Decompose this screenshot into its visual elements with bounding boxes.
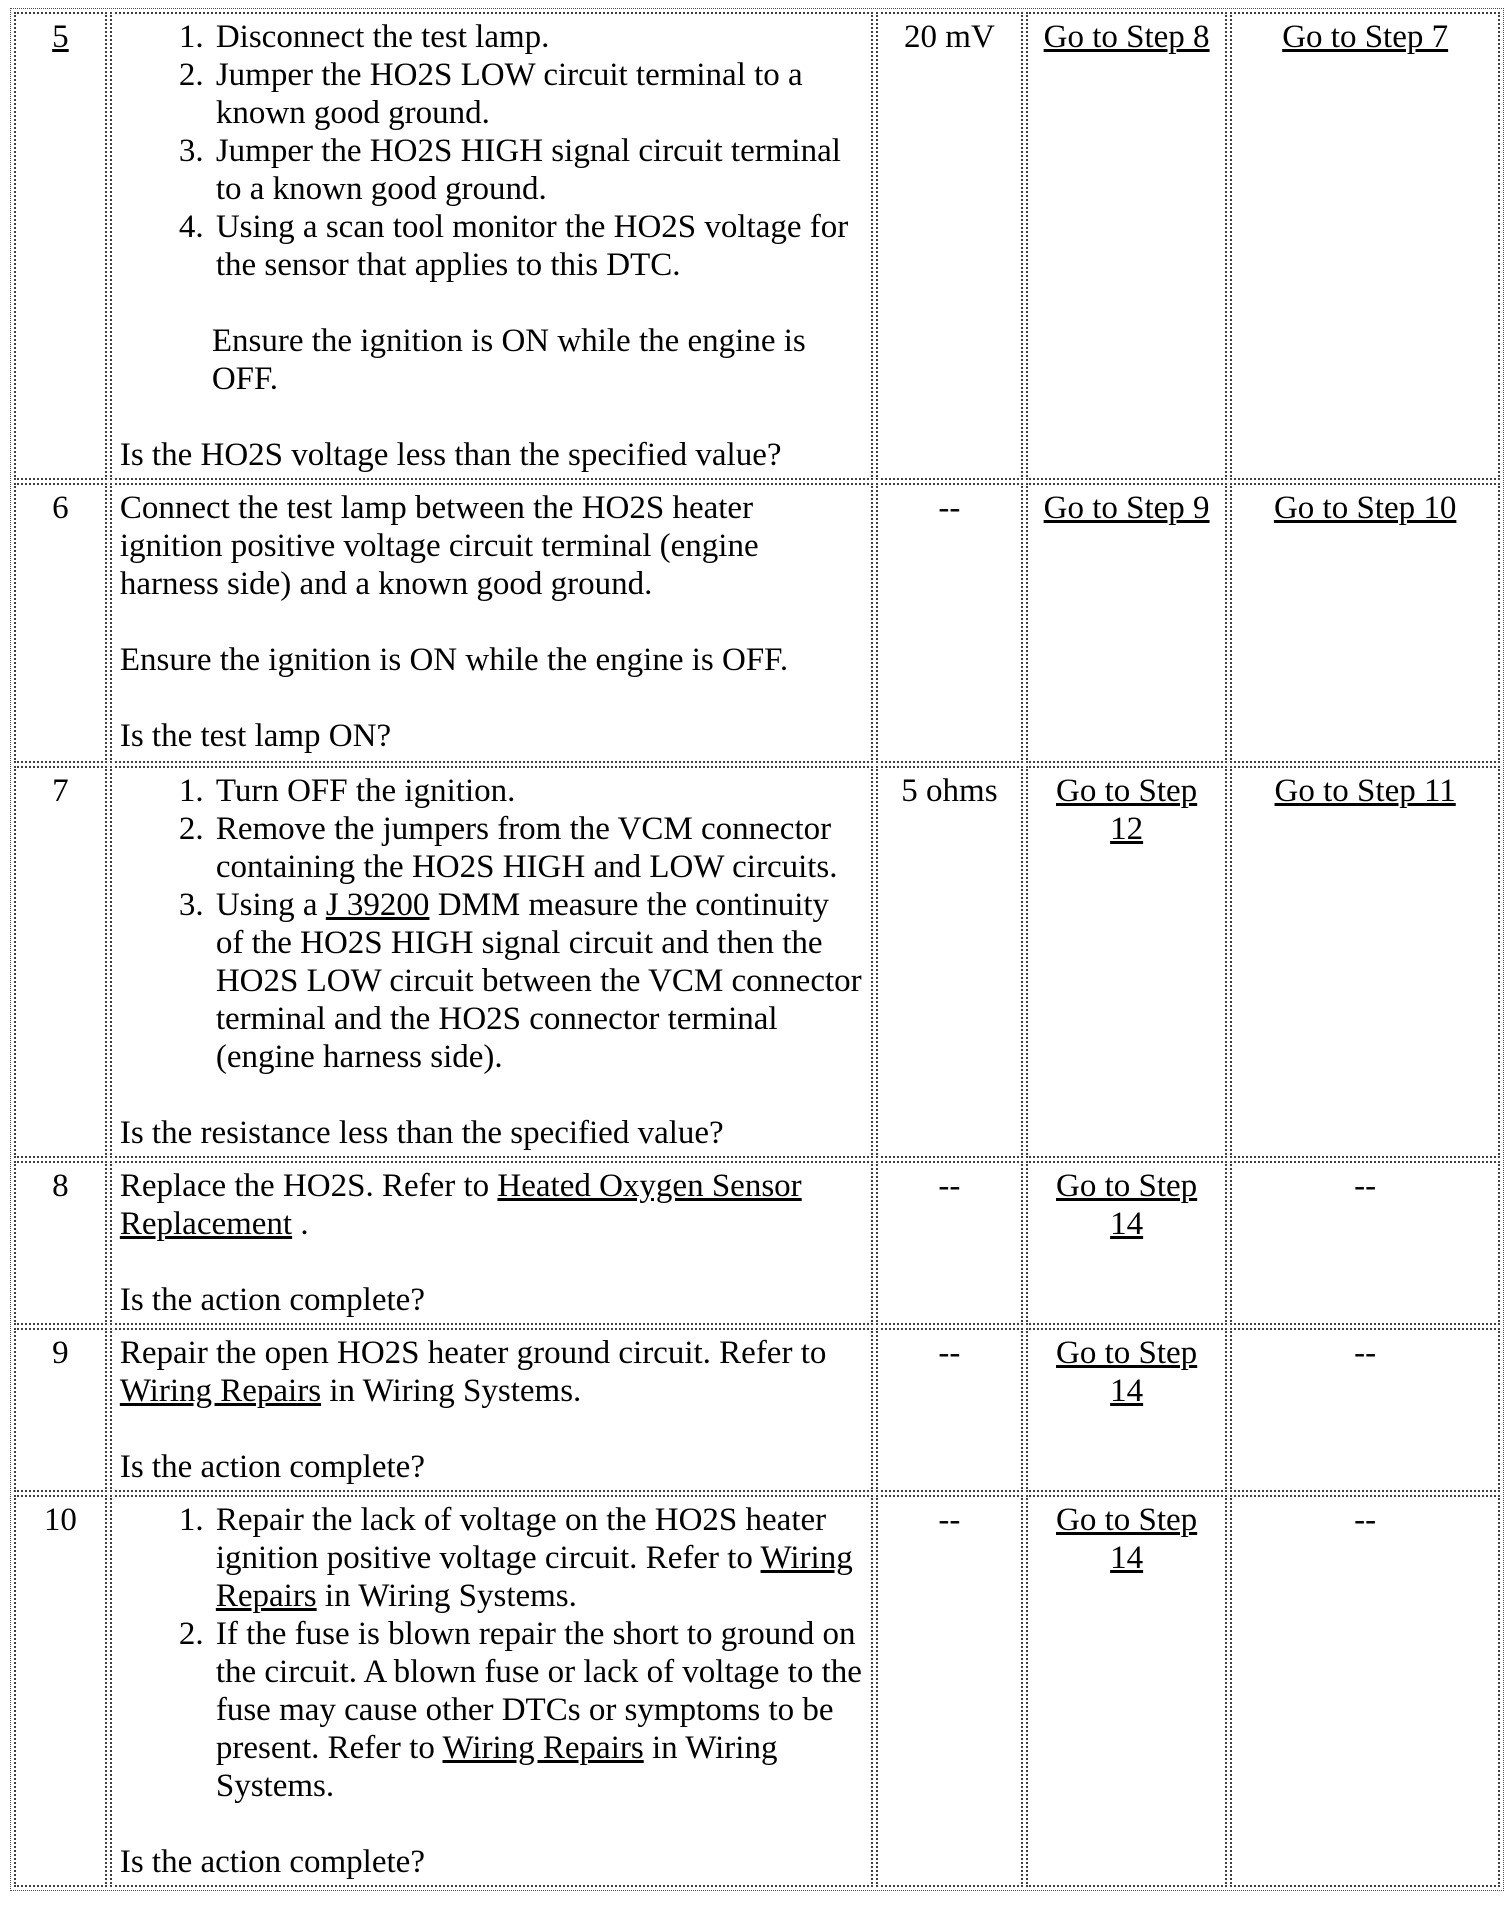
action-cell	[110, 12, 873, 480]
doc-link[interactable]: Wiring Repairs	[215, 1540, 853, 1614]
no-action-text: --	[1354, 1168, 1377, 1204]
text-segment: Jumper the HO2S LOW circuit terminal to a known good ground.	[215, 57, 803, 131]
action-list-item	[212, 56, 863, 132]
doc-link[interactable]: Wiring Repairs	[119, 1373, 322, 1409]
value-text: --	[938, 1335, 961, 1371]
no-cell	[1230, 766, 1500, 1158]
no-cell	[1230, 1161, 1500, 1325]
step-number: 6	[52, 490, 69, 526]
no-action-text: --	[1354, 1335, 1377, 1371]
text-segment: Ensure the ignition is ON while the engine is OFF.	[211, 323, 806, 397]
table-row	[14, 1161, 1500, 1325]
step-cell	[14, 1495, 107, 1887]
step-cell	[14, 1161, 107, 1325]
action-list-item	[212, 1615, 863, 1805]
text-segment: If the fuse is blown repair the short to ground on the circuit. A blown fuse or lack of voltage to the fuse may cause other DTCs or symptoms to be present. Refer to	[215, 1616, 862, 1766]
table-row	[14, 483, 1500, 763]
text-segment: in Wiring Systems.	[215, 1730, 778, 1804]
diagnostic-table-body	[14, 12, 1500, 1887]
yes-cell	[1026, 12, 1227, 480]
text-segment: Repair the open HO2S heater ground circuit. Refer to	[119, 1335, 827, 1371]
text-segment: Connect the test lamp between the HO2S heater ignition positive voltage circuit terminal (engine harness side) and a known good ground.	[119, 490, 759, 602]
step-cell	[14, 12, 107, 480]
step-number: 8	[52, 1168, 69, 1204]
action-paragraph	[120, 1167, 863, 1243]
text-segment: Ensure the ignition is ON while the engine is OFF.	[119, 642, 789, 678]
action-cell	[110, 1161, 873, 1325]
action-question: Is the action complete?	[119, 1844, 425, 1880]
go-to-step-link[interactable]: Go to Step 9	[1043, 490, 1210, 526]
action-question: Is the action complete?	[119, 1282, 425, 1318]
text-segment: Jumper the HO2S HIGH signal circuit terminal to a known good ground.	[215, 133, 841, 207]
step-cell	[14, 483, 107, 763]
value-cell	[876, 1495, 1023, 1887]
go-to-step-link[interactable]: Go to Step 10	[1273, 490, 1457, 526]
action-cell	[110, 483, 873, 763]
text-segment: Repair the lack of voltage on the HO2S heater ignition positive voltage circuit. Refer to	[215, 1502, 827, 1576]
text-segment: Replace the HO2S. Refer to	[119, 1168, 498, 1204]
value-cell	[876, 483, 1023, 763]
value-text: --	[938, 1168, 961, 1204]
text-segment: Using a	[215, 887, 326, 923]
action-list-item	[212, 18, 863, 56]
value-text: 20 mV	[904, 19, 995, 55]
yes-cell	[1026, 1495, 1227, 1887]
text-segment: in Wiring Systems.	[321, 1373, 582, 1409]
go-to-step-link[interactable]: Go to Step 14	[1056, 1502, 1198, 1576]
action-question: Is the action complete?	[119, 1449, 425, 1485]
action-question: Is the resistance less than the specified value?	[119, 1115, 724, 1151]
step-number: 9	[52, 1335, 69, 1371]
yes-cell	[1026, 483, 1227, 763]
table-row	[14, 1328, 1500, 1492]
value-text: --	[938, 1502, 961, 1538]
action-question: Is the test lamp ON?	[119, 718, 392, 754]
doc-link[interactable]: Heated Oxygen Sensor Replacement	[119, 1168, 802, 1242]
action-cell	[110, 1328, 873, 1492]
action-paragraph	[120, 1334, 863, 1410]
action-list	[120, 18, 863, 284]
no-cell	[1230, 1328, 1500, 1492]
action-list	[120, 1501, 863, 1805]
action-list-item	[212, 772, 863, 810]
text-segment: in Wiring Systems.	[316, 1578, 577, 1614]
action-paragraph	[212, 322, 863, 398]
action-paragraph	[120, 641, 863, 679]
table-row	[14, 12, 1500, 480]
go-to-step-link[interactable]: Go to Step 11	[1274, 773, 1456, 809]
no-action-text: --	[1354, 1502, 1377, 1538]
text-segment: Using a scan tool monitor the HO2S voltage for the sensor that applies to this DTC.	[215, 209, 849, 283]
action-list-item	[212, 132, 863, 208]
go-to-step-link[interactable]: Go to Step 7	[1282, 19, 1449, 55]
step-number: 7	[52, 773, 69, 809]
step-number-link[interactable]: 5	[52, 19, 69, 55]
step-number: 10	[43, 1502, 77, 1538]
action-list-item	[212, 208, 863, 284]
doc-link[interactable]: J 39200	[325, 887, 430, 923]
table-row	[14, 1495, 1500, 1887]
action-list-item	[212, 886, 863, 1076]
text-segment: Remove the jumpers from the VCM connector containing the HO2S HIGH and LOW circuits.	[215, 811, 838, 885]
table-row	[14, 766, 1500, 1158]
text-segment: Disconnect the test lamp.	[215, 19, 550, 55]
action-cell	[110, 1495, 873, 1887]
doc-link[interactable]: Wiring Repairs	[442, 1730, 644, 1766]
value-text: --	[938, 490, 961, 526]
no-cell	[1230, 12, 1500, 480]
action-cell	[110, 766, 873, 1158]
action-list	[120, 772, 863, 1076]
go-to-step-link[interactable]: Go to Step 14	[1056, 1168, 1198, 1242]
no-cell	[1230, 1495, 1500, 1887]
go-to-step-link[interactable]: Go to Step 12	[1056, 773, 1198, 847]
go-to-step-link[interactable]: Go to Step 14	[1056, 1335, 1198, 1409]
go-to-step-link[interactable]: Go to Step 8	[1043, 19, 1210, 55]
value-cell	[876, 1161, 1023, 1325]
yes-cell	[1026, 1161, 1227, 1325]
action-list-item	[212, 810, 863, 886]
no-cell	[1230, 483, 1500, 763]
yes-cell	[1026, 766, 1227, 1158]
yes-cell	[1026, 1328, 1227, 1492]
value-cell	[876, 12, 1023, 480]
text-segment: .	[292, 1206, 309, 1242]
step-cell	[14, 766, 107, 1158]
text-segment: Turn OFF the ignition.	[215, 773, 516, 809]
value-cell	[876, 766, 1023, 1158]
action-question: Is the HO2S voltage less than the specified value?	[119, 437, 782, 473]
value-text: 5 ohms	[901, 773, 998, 809]
action-list-item	[212, 1501, 863, 1615]
diagnostic-table	[10, 8, 1504, 1891]
action-paragraph	[120, 489, 863, 603]
step-cell	[14, 1328, 107, 1492]
text-segment: DMM measure the continuity of the HO2S HIGH signal circuit and then the HO2S LOW circuit between the VCM connector terminal and the HO2S connector terminal (engine harness side).	[215, 887, 862, 1075]
value-cell	[876, 1328, 1023, 1492]
